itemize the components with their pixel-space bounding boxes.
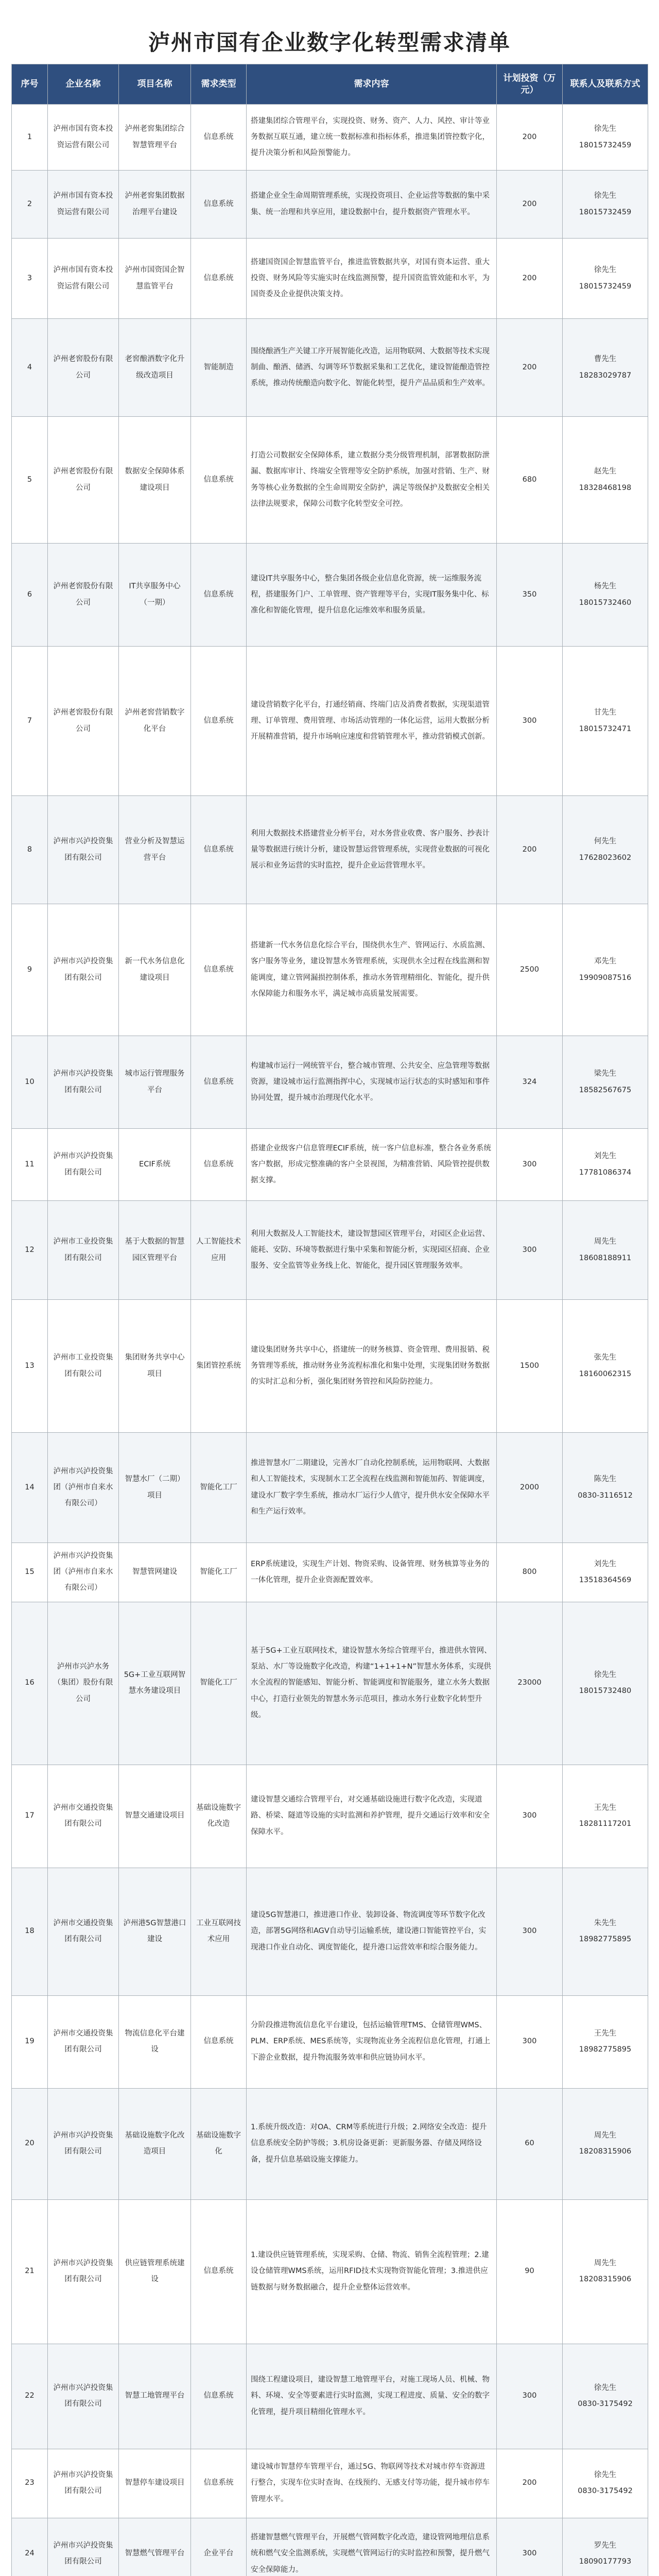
cell-contact — [563, 2518, 648, 2576]
cell-contact — [563, 796, 648, 904]
contact-phone: 13518364569 — [579, 1575, 632, 1584]
table-row — [12, 2518, 648, 2576]
cell-requirement: 建设集团财务共享中心，搭建统一的财务核算、资金管理、费用报销、税务管理等系统，推动财务业务流程标准化和集中处理，实现集团财务数据的实时汇总和分析，强化集团财务管控和风险防控能力。 — [247, 1300, 497, 1433]
cell-project: 老窖酿酒数字化升级改造项目 — [119, 319, 191, 417]
cell-project: 基础设施数字化改造项目 — [119, 2088, 191, 2199]
table-row — [12, 796, 648, 904]
cell-budget: 2500 — [497, 904, 563, 1036]
cell-category: 信息系统 — [191, 417, 247, 544]
cell-contact — [563, 1995, 648, 2088]
header-seq: 序号 — [12, 64, 48, 105]
cell-enterprise: 泸州市兴泸投资集团有限公司 — [48, 2449, 119, 2518]
cell-enterprise: 泸州市兴泸投资集团有限公司 — [48, 1129, 119, 1201]
cell-budget: 350 — [497, 544, 563, 647]
cell-category: 信息系统 — [191, 2344, 247, 2449]
cell-requirement: 分阶段推进物流信息化平台建设，包括运输管理TMS、仓储管理WMS、PLM、ERP系统、MES系统等，实现物流业务全流程信息化管理，打通上下游企业数据，提升物流服务效率和供应链协同水平。 — [247, 1995, 497, 2088]
cell-enterprise: 泸州市兴泸投资集团有限公司 — [48, 2088, 119, 2199]
cell-category: 集团管控系统 — [191, 1300, 247, 1433]
cell-requirement: 1.系统升级改造：对OA、CRM等系统进行升级；2.网络安全改造：提升信息系统安全防护等级；3.机房设备更新：更新服务器、存储及网络设备，提升信息基础设施支撑能力。 — [247, 2088, 497, 2199]
cell-enterprise: 泸州市兴泸投资集团有限公司 — [48, 2344, 119, 2449]
cell-contact — [563, 2088, 648, 2199]
cell-enterprise: 泸州市兴泸投资集团有限公司 — [48, 1036, 119, 1129]
cell-category: 智能化工厂 — [191, 1543, 247, 1602]
cell-contact — [563, 647, 648, 796]
cell-category: 信息系统 — [191, 544, 247, 647]
cell-category: 信息系统 — [191, 647, 247, 796]
cell-category: 工业互联网技术应用 — [191, 1868, 247, 1995]
cell-project: 物流信息化平台建设 — [119, 1995, 191, 2088]
table-row — [12, 904, 648, 1036]
cell-seq: 15 — [12, 1543, 48, 1602]
cell-category: 企业平台 — [191, 2518, 247, 2576]
cell-seq: 19 — [12, 1995, 48, 2088]
cell-budget: 300 — [497, 1868, 563, 1995]
contact-phone: 18015732459 — [579, 282, 632, 291]
contact-name: 赵先生 — [594, 467, 617, 476]
cell-category: 信息系统 — [191, 1995, 247, 2088]
cell-contact — [563, 1868, 648, 1995]
cell-contact — [563, 239, 648, 319]
cell-requirement: 打造公司数据安全保障体系，建立数据分类分级管理机制，部署数据防泄漏、数据库审计、终端安全管理等安全防护系统，加强对营销、生产、财务等核心业务数据的全生命周期安全防护，满足等级保护及数据安全相关法律法规要求，保障公司数字化转型安全可控。 — [247, 417, 497, 544]
contact-name: 罗先生 — [594, 2541, 617, 2550]
cell-contact — [563, 1602, 648, 1765]
demand-table — [11, 64, 648, 2576]
cell-category: 信息系统 — [191, 904, 247, 1036]
contact-name: 周先生 — [594, 2131, 617, 2140]
contact-name: 何先生 — [594, 837, 617, 846]
cell-seq: 16 — [12, 1602, 48, 1765]
cell-requirement: 搭建企业级客户信息管理ECIF系统，统一客户信息标准，整合各业务系统客户数据，形成完整准确的客户全景视图，为精准营销、风险管控提供数据支撑。 — [247, 1129, 497, 1201]
contact-name: 王先生 — [594, 1803, 617, 1812]
table-row — [12, 1543, 648, 1602]
cell-enterprise: 泸州市兴泸投资集团有限公司 — [48, 904, 119, 1036]
contact-phone: 18015732459 — [579, 141, 632, 149]
table-row — [12, 544, 648, 647]
cell-contact — [563, 1765, 648, 1868]
table-row — [12, 2088, 648, 2199]
cell-budget: 680 — [497, 417, 563, 544]
cell-requirement: 基于5G+工业互联网技术，建设智慧水务综合管理平台，推进供水管网、泵站、水厂等设施数字化改造，构建“1+1+1+N”智慧水务体系，实现供水全流程的智能感知、智能分析、智能调度和智能服务，建立水务大数据中心，打造行业领先的智慧水务示范项目，推动水务行业数字化转型升级。 — [247, 1602, 497, 1765]
contact-phone: 18328468198 — [579, 483, 632, 492]
cell-enterprise: 泸州市国有资本投资运营有限公司 — [48, 105, 119, 171]
cell-category: 信息系统 — [191, 796, 247, 904]
header-budget: 计划投资（万元） — [497, 64, 563, 105]
contact-name: 刘先生 — [594, 1560, 617, 1568]
cell-requirement: 1.建设供应链管理系统，实现采购、仓储、物流、销售全流程管理；2.建设仓储管理WMS系统，运用RFID技术实现物资智能化管理；3.推进供应链数据与财务数据融合，提升企业整体运营效率。 — [247, 2199, 497, 2344]
contact-name: 徐先生 — [594, 2383, 617, 2392]
cell-category: 信息系统 — [191, 1129, 247, 1201]
cell-project: 智慧水厂（二期）项目 — [119, 1433, 191, 1543]
table-row — [12, 2199, 648, 2344]
table-row — [12, 1995, 648, 2088]
cell-seq: 12 — [12, 1201, 48, 1300]
contact-phone: 18015732480 — [579, 1687, 632, 1696]
cell-budget: 1500 — [497, 1300, 563, 1433]
cell-seq: 13 — [12, 1300, 48, 1433]
cell-seq: 18 — [12, 1868, 48, 1995]
cell-category: 基础设施数字化改造 — [191, 1765, 247, 1868]
cell-requirement: 建设城市智慧停车管理平台，通过5G、物联网等技术对城市停车资源进行整合，实现车位实时查询、在线预约、无感支付等功能，提升城市停车管理水平。 — [247, 2449, 497, 2518]
contact-name: 徐先生 — [594, 2470, 617, 2479]
cell-budget: 200 — [497, 171, 563, 239]
contact-phone: 19909087516 — [579, 973, 632, 982]
contact-name: 陈先生 — [594, 1475, 617, 1484]
cell-project: 基于大数据的智慧园区管理平台 — [119, 1201, 191, 1300]
contact-name: 徐先生 — [594, 266, 617, 275]
cell-project: 集团财务共享中心项目 — [119, 1300, 191, 1433]
cell-project: 营业分析及智慧运营平台 — [119, 796, 191, 904]
contact-phone: 0830-3116512 — [578, 1491, 633, 1500]
cell-seq: 5 — [12, 417, 48, 544]
document-title: 泸州市国有企业数字化转型需求清单 — [148, 30, 511, 55]
cell-budget: 300 — [497, 2344, 563, 2449]
cell-budget: 300 — [497, 1765, 563, 1868]
cell-requirement: 搭建集团综合管理平台，实现投资、财务、资产、人力、风控、审计等业务数据互联互通，建立统一数据标准和指标体系，推进集团管控数字化，提升决策分析和风险预警能力。 — [247, 105, 497, 171]
table-row — [12, 1300, 648, 1433]
contact-phone: 18281117201 — [579, 1820, 632, 1828]
header-enterprise: 企业名称 — [48, 64, 119, 105]
contact-name: 王先生 — [594, 2029, 617, 2038]
cell-budget: 200 — [497, 105, 563, 171]
table-row — [12, 417, 648, 544]
table-row — [12, 1765, 648, 1868]
cell-project: 智慧停车建设项目 — [119, 2449, 191, 2518]
table-row — [12, 1433, 648, 1543]
contact-phone: 18283029787 — [579, 371, 632, 380]
cell-seq: 14 — [12, 1433, 48, 1543]
cell-budget: 90 — [497, 2199, 563, 2344]
cell-requirement: 搭建新一代水务信息化综合平台，围绕供水生产、管网运行、水质监测、客户服务等业务，建设智慧水务管理系统，实现供水全过程在线监测和智能调度，建立管网漏损控制体系，推动水务管理精细化、智能化，提升供水保障能力和服务水平，满足城市高质量发展需要。 — [247, 904, 497, 1036]
cell-seq: 3 — [12, 239, 48, 319]
cell-contact — [563, 1129, 648, 1201]
cell-requirement: 搭建企业全生命周期管理系统，实现投资项目、企业运营等数据的集中采集、统一治理和共享应用，建设数据中台，提升数据资产管理水平。 — [247, 171, 497, 239]
cell-category: 信息系统 — [191, 105, 247, 171]
contact-name: 徐先生 — [594, 192, 617, 200]
table-row — [12, 1201, 648, 1300]
cell-category: 信息系统 — [191, 2449, 247, 2518]
cell-requirement: 搭建国资国企智慧监管平台，推进监管数据共享，对国有资本运营、重大投资、财务风险等实施实时在线监测预警，提升国资监管效能和水平，为国资委及企业提供决策支持。 — [247, 239, 497, 319]
cell-budget: 300 — [497, 1129, 563, 1201]
cell-category: 信息系统 — [191, 2199, 247, 2344]
cell-contact — [563, 1201, 648, 1300]
cell-contact — [563, 171, 648, 239]
cell-enterprise: 泸州市国有资本投资运营有限公司 — [48, 171, 119, 239]
cell-seq: 11 — [12, 1129, 48, 1201]
cell-project: 数据安全保障体系建设项目 — [119, 417, 191, 544]
header-requirement: 需求内容 — [247, 64, 497, 105]
cell-seq: 6 — [12, 544, 48, 647]
table-row — [12, 105, 648, 171]
cell-budget: 300 — [497, 647, 563, 796]
cell-budget: 200 — [497, 796, 563, 904]
cell-contact — [563, 904, 648, 1036]
table-row — [12, 1602, 648, 1765]
table-row — [12, 2344, 648, 2449]
table-row — [12, 2449, 648, 2518]
cell-contact — [563, 417, 648, 544]
cell-category: 基础设施数字化 — [191, 2088, 247, 2199]
cell-category: 信息系统 — [191, 1036, 247, 1129]
cell-seq: 24 — [12, 2518, 48, 2576]
header-project: 项目名称 — [119, 64, 191, 105]
cell-category: 智能制造 — [191, 319, 247, 417]
table-row — [12, 647, 648, 796]
cell-requirement: 利用大数据技术搭建营业分析平台，对水务营业收费、客户服务、抄表计量等数据进行统计分析，建设智慧运营管理系统，实现营业数据的可视化展示和业务运营的实时监控，提升企业运营管理水平。 — [247, 796, 497, 904]
cell-seq: 7 — [12, 647, 48, 796]
contact-phone: 18608188911 — [579, 1253, 632, 1262]
cell-project: 新一代水务信息化建设项目 — [119, 904, 191, 1036]
cell-contact — [563, 1543, 648, 1602]
contact-name: 杨先生 — [594, 582, 617, 591]
cell-enterprise: 泸州市兴泸投资集团（泸州市自来水有限公司） — [48, 1433, 119, 1543]
cell-project: 泸州老窖营销数字化平台 — [119, 647, 191, 796]
cell-category: 信息系统 — [191, 239, 247, 319]
table-row — [12, 1868, 648, 1995]
cell-seq: 21 — [12, 2199, 48, 2344]
contact-name: 张先生 — [594, 1353, 617, 1362]
cell-budget: 200 — [497, 239, 563, 319]
contact-phone: 18582567675 — [579, 1086, 632, 1094]
table-row — [12, 239, 648, 319]
contact-name: 徐先生 — [594, 1670, 617, 1679]
header-category: 需求类型 — [191, 64, 247, 105]
cell-seq: 9 — [12, 904, 48, 1036]
cell-enterprise: 泸州老窖股份有限公司 — [48, 647, 119, 796]
cell-contact — [563, 105, 648, 171]
cell-enterprise: 泸州老窖股份有限公司 — [48, 319, 119, 417]
cell-budget: 300 — [497, 1201, 563, 1300]
contact-phone: 17628023602 — [579, 853, 632, 862]
cell-requirement: 利用大数据及人工智能技术，建设智慧园区管理平台，对园区企业运营、能耗、安防、环境等数据进行集中采集和智能分析，实现园区招商、企业服务、安全监管等业务线上化、智能化，提升园区管理服务效率。 — [247, 1201, 497, 1300]
cell-budget: 324 — [497, 1036, 563, 1129]
contact-name: 刘先生 — [594, 1152, 617, 1161]
contact-phone: 18982775895 — [579, 2045, 632, 2054]
cell-enterprise: 泸州市工业投资集团有限公司 — [48, 1300, 119, 1433]
cell-project: 城市运行管理服务平台 — [119, 1036, 191, 1129]
table-row — [12, 319, 648, 417]
cell-category: 智能化工厂 — [191, 1433, 247, 1543]
table-header — [12, 64, 648, 105]
cell-enterprise: 泸州市兴泸投资集团有限公司 — [48, 2199, 119, 2344]
contact-name: 朱先生 — [594, 1919, 617, 1927]
cell-seq: 1 — [12, 105, 48, 171]
cell-contact — [563, 1036, 648, 1129]
cell-requirement: 建设5G智慧港口，推进港口作业、装卸设备、物流调度等环节数字化改造，部署5G网络和AGV自动导引运输系统，建设港口智能管控平台，实现港口作业自动化、调度智能化，提升港口运营效率和综合服务能力。 — [247, 1868, 497, 1995]
cell-contact — [563, 2344, 648, 2449]
contact-phone: 18208315906 — [579, 2275, 632, 2284]
cell-seq: 20 — [12, 2088, 48, 2199]
cell-project: 智慧燃气管理平台 — [119, 2518, 191, 2576]
cell-project: IT共享服务中心（一期） — [119, 544, 191, 647]
cell-budget: 200 — [497, 319, 563, 417]
cell-contact — [563, 1300, 648, 1433]
cell-project: 智慧管网建设 — [119, 1543, 191, 1602]
contact-phone: 18090177793 — [579, 2557, 632, 2566]
cell-budget: 300 — [497, 1995, 563, 2088]
cell-project: 泸州老窖集团综合智慧管理平台 — [119, 105, 191, 171]
cell-requirement: 建设智慧交通综合管理平台，对交通基础设施进行数字化改造，实现道路、桥梁、隧道等设施的实时监测和养护管理，提升交通运行效率和安全保障水平。 — [247, 1765, 497, 1868]
cell-enterprise: 泸州市工业投资集团有限公司 — [48, 1201, 119, 1300]
cell-enterprise: 泸州市兴泸投资集团有限公司 — [48, 2518, 119, 2576]
contact-name: 周先生 — [594, 2259, 617, 2267]
header-contact: 联系人及联系方式 — [563, 64, 648, 105]
cell-budget: 300 — [497, 2518, 563, 2576]
cell-seq: 8 — [12, 796, 48, 904]
cell-enterprise: 泸州市国有资本投资运营有限公司 — [48, 239, 119, 319]
cell-contact — [563, 1433, 648, 1543]
cell-enterprise: 泸州市交通投资集团有限公司 — [48, 1765, 119, 1868]
contact-phone: 18208315906 — [579, 2147, 632, 2156]
cell-contact — [563, 319, 648, 417]
cell-requirement: 围绕酿酒生产关键工序开展智能化改造，运用物联网、大数据等技术实现制曲、酿酒、储酒、勾调等环节数据采集和工艺优化，建设智能酿造管控系统，推动传统酿造向数字化、智能化转型，提升产品品质和生产效率。 — [247, 319, 497, 417]
cell-category: 信息系统 — [191, 171, 247, 239]
cell-enterprise: 泸州市交通投资集团有限公司 — [48, 1868, 119, 1995]
cell-category: 人工智能技术应用 — [191, 1201, 247, 1300]
table-row — [12, 171, 648, 239]
cell-requirement: 推进智慧水厂二期建设，完善水厂自动化控制系统，运用物联网、大数据和人工智能技术，实现制水工艺全流程在线监测和智能加药、智能调度，建设水厂数字孪生系统，推动水厂运行少人值守，提升供水安全保障水平和生产运行效率。 — [247, 1433, 497, 1543]
cell-requirement: 构建城市运行一网统管平台，整合城市管理、公共安全、应急管理等数据资源，建设城市运行监测指挥中心，实现城市运行状态的实时感知和事件协同处置，提升城市治理现代化水平。 — [247, 1036, 497, 1129]
cell-enterprise: 泸州老窖股份有限公司 — [48, 417, 119, 544]
cell-category: 智能化工厂 — [191, 1602, 247, 1765]
contact-phone: 0830-3175492 — [578, 2487, 633, 2496]
contact-name: 邓先生 — [594, 957, 617, 966]
contact-name: 甘先生 — [594, 708, 617, 717]
cell-seq: 4 — [12, 319, 48, 417]
table-row — [12, 1129, 648, 1201]
cell-contact — [563, 2449, 648, 2518]
cell-requirement: ERP系统建设，实现生产计划、物资采购、设备管理、财务核算等业务的一体化管理，提升企业资源配置效率。 — [247, 1543, 497, 1602]
cell-project: ECIF系统 — [119, 1129, 191, 1201]
cell-project: 泸州市国资国企智慧监管平台 — [119, 239, 191, 319]
contact-phone: 18982775895 — [579, 1935, 632, 1944]
cell-enterprise: 泸州市兴泸水务（集团）股份有限公司 — [48, 1602, 119, 1765]
contact-phone: 18015732460 — [579, 598, 632, 607]
cell-contact — [563, 2199, 648, 2344]
contact-name: 周先生 — [594, 1238, 617, 1246]
cell-enterprise: 泸州老窖股份有限公司 — [48, 544, 119, 647]
cell-budget: 2000 — [497, 1433, 563, 1543]
contact-phone: 17781086374 — [579, 1168, 632, 1177]
cell-project: 供应链管理系统建设 — [119, 2199, 191, 2344]
cell-requirement: 搭建智慧燃气管理平台，开展燃气管网数字化改造，建设管网地理信息系统和燃气安全监测系统，实现燃气管网运行的实时监控和预警，提升燃气安全保障能力。 — [247, 2518, 497, 2576]
cell-budget: 800 — [497, 1543, 563, 1602]
table-row — [12, 1036, 648, 1129]
cell-budget: 23000 — [497, 1602, 563, 1765]
cell-budget: 60 — [497, 2088, 563, 2199]
cell-budget: 200 — [497, 2449, 563, 2518]
cell-project: 5G+工业互联网智慧水务建设项目 — [119, 1602, 191, 1765]
cell-requirement: 建设IT共享服务中心，整合集团各级企业信息化资源，统一运维服务流程，搭建服务门户、工单管理、资产管理等平台，实现IT服务集中化、标准化和智能化管理，提升信息化运维效率和服务质量。 — [247, 544, 497, 647]
contact-phone: 18015732471 — [579, 724, 632, 733]
contact-phone: 18015732459 — [579, 208, 632, 216]
cell-project: 智慧交通建设项目 — [119, 1765, 191, 1868]
cell-requirement: 围绕工程建设项目，建设智慧工地管理平台，对施工现场人员、机械、物料、环境、安全等要素进行实时监测，实现工程进度、质量、安全的数字化管理，提升项目精细化管理水平。 — [247, 2344, 497, 2449]
cell-project: 泸州老窖集团数据治理平台建设 — [119, 171, 191, 239]
contact-name: 梁先生 — [594, 1070, 617, 1078]
cell-enterprise: 泸州市兴泸投资集团有限公司 — [48, 796, 119, 904]
cell-seq: 10 — [12, 1036, 48, 1129]
contact-phone: 18160062315 — [579, 1369, 632, 1378]
cell-seq: 17 — [12, 1765, 48, 1868]
cell-enterprise: 泸州市兴泸投资集团（泸州市自来水有限公司） — [48, 1543, 119, 1602]
cell-project: 智慧工地管理平台 — [119, 2344, 191, 2449]
table-body — [12, 105, 648, 2576]
cell-seq: 23 — [12, 2449, 48, 2518]
cell-enterprise: 泸州市交通投资集团有限公司 — [48, 1995, 119, 2088]
contact-name: 徐先生 — [594, 125, 617, 133]
cell-contact — [563, 544, 648, 647]
cell-project: 泸州港5G智慧港口建设 — [119, 1868, 191, 1995]
contact-phone: 0830-3175492 — [578, 2400, 633, 2409]
cell-seq: 2 — [12, 171, 48, 239]
cell-requirement: 建设营销数字化平台，打通经销商、终端门店及消费者数据，实现渠道管理、订单管理、费用管理、市场活动管理的一体化运营，运用大数据分析开展精准营销，提升市场响应速度和营销管理水平，推动营销模式创新。 — [247, 647, 497, 796]
cell-seq: 22 — [12, 2344, 48, 2449]
contact-name: 曹先生 — [594, 355, 617, 364]
